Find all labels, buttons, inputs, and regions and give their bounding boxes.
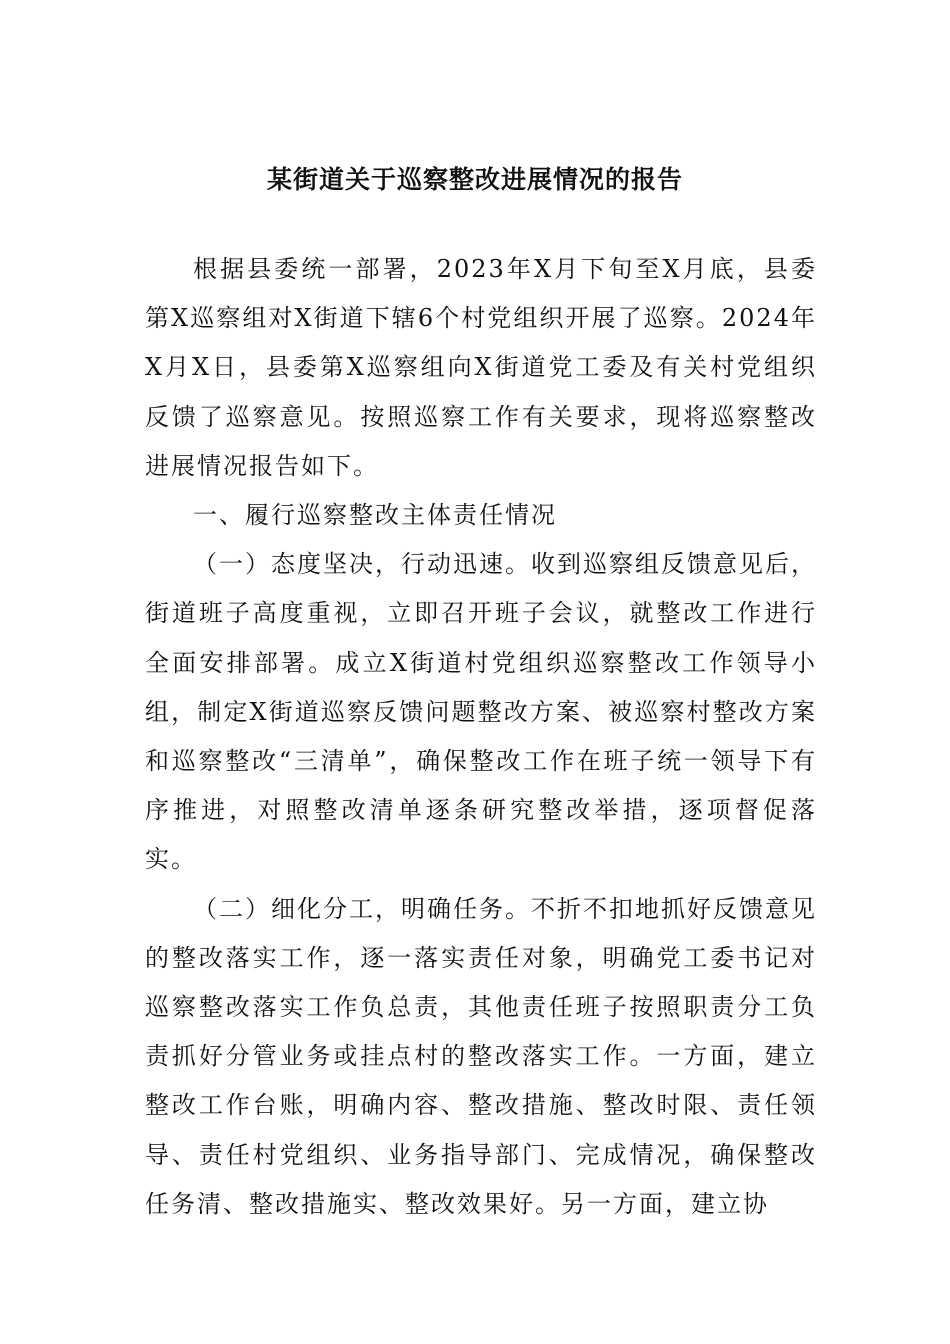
paragraph-subsection-1: （一）态度坚决，行动迅速。收到巡察组反馈意见后，街道班子高度重视，立即召开班子会议，就整改工作进行全面安排部署。成立X街道村党组织巡察整改工作领导小组，制定X街道巡察反馈问题整改方案、被巡察村整改方案和巡察整改“三清单”，确保整改工作在班子统一领导下有序推进，对照整改清单逐条研究整改举措，逐项督促落实。: [145, 550, 817, 874]
page-title: 某街道关于巡察整改进展情况的报告: [266, 165, 683, 194]
paragraph-intro: 根据县委统一部署，2023年X月下旬至X月底，县委第X巡察组对X街道下辖6个村党组织开展了巡察。2024年X月X日，县委第X巡察组向X街道党工委及有关村党组织反馈了巡察意见。按照巡察工作有关要求，现将巡察整改进展情况报告如下。: [145, 255, 817, 480]
paragraph-subsection-2: （二）细化分工，明确任务。不折不扣地抓好反馈意见的整改落实工作，逐一落实责任对象，明确党工委书记对巡察整改落实工作负总责，其他责任班子按照职责分工负责抓好分管业务或挂点村的整改落实工作。一方面，建立整改工作台账，明确内容、整改措施、整改时限、责任领导、责任村党组织、业务指导部门、完成情况，确保整改任务清、整改措施实、整改效果好。另一方面，建立协: [145, 894, 817, 1218]
document-body: [145, 245, 817, 1229]
section-heading: 一、履行巡察整改主体责任情况: [193, 501, 557, 530]
